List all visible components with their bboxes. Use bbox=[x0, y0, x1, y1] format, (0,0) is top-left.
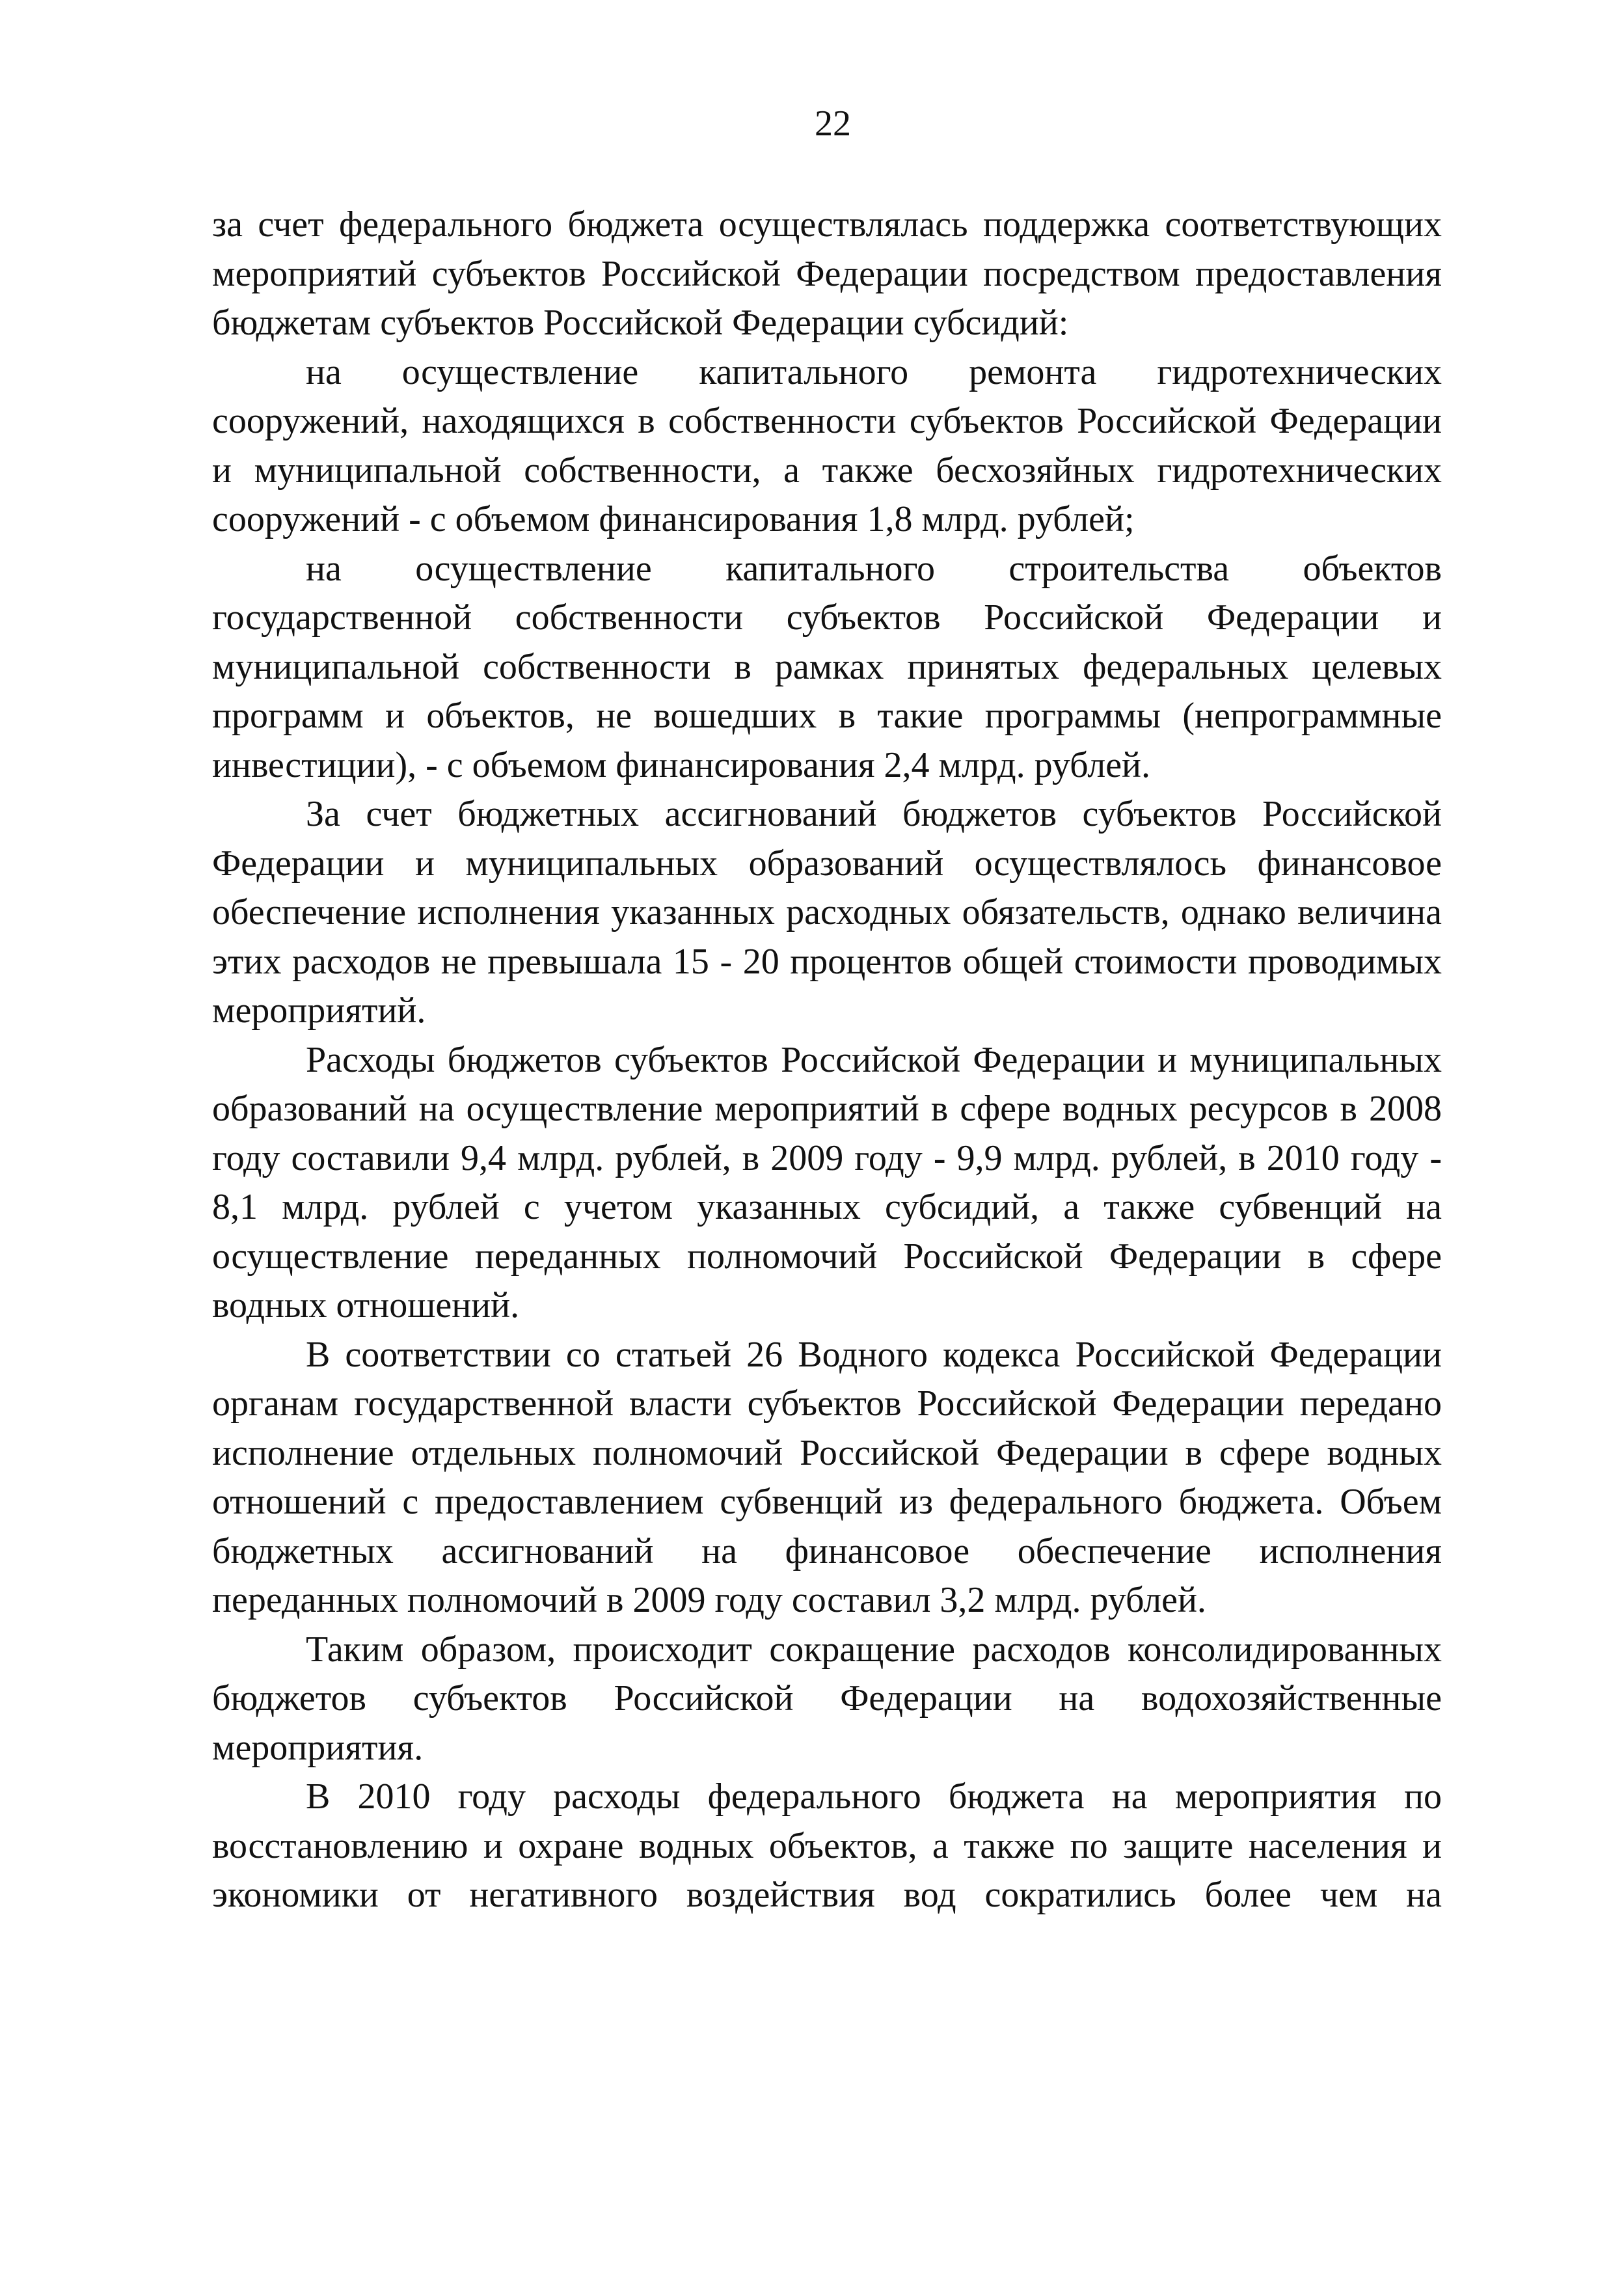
paragraph-3: на осуществление капитального строительства объектов государственной собственности субъектов Российской Федерации и муниципальной собственности в рамках принятых федеральных целевых программ и объектов, не вошедших в такие программы (непрограммные инвестиции), - с объемом финансирования 2,4 млрд. рублей. bbox=[212, 548, 1442, 785]
page-number: 22 bbox=[815, 103, 851, 144]
paragraph-5: Расходы бюджетов субъектов Российской Федерации и муниципальных образований на осуществление мероприятий в сфере водных ресурсов в 2008 году составили 9,4 млрд. рублей, в 2009 году - 9,9 млрд. рублей, в 2010 году - 8,1 млрд. рублей с учетом указанных субсидий, а также субвенций на осуществление переданных полномочий Российской Федерации в сфере водных отношений. bbox=[212, 1039, 1442, 1325]
paragraph-4: За счет бюджетных ассигнований бюджетов субъектов Российской Федерации и муниципальных образований осуществлялось финансовое обеспечение исполнения указанных расходных обязательств, однако величина этих расходов не превышала 15 - 20 процентов общей стоимости проводимых мероприятий. bbox=[212, 794, 1442, 1031]
document-body bbox=[212, 200, 1442, 1920]
paragraph-7: Таким образом, происходит сокращение расходов консолидированных бюджетов субъектов Российской Федерации на водохозяйственные мероприятия. bbox=[212, 1629, 1442, 1768]
paragraph-6: В соответствии со статьей 26 Водного кодекса Российской Федерации органам государственной власти субъектов Российской Федерации передано исполнение отдельных полномочий Российской Федерации в сфере водных отношений с предоставлением субвенций из федерального бюджета. Объем бюджетных ассигнований на финансовое обеспечение исполнения переданных полномочий в 2009 году составил 3,2 млрд. рублей. bbox=[212, 1334, 1442, 1620]
paragraph-1: за счет федерального бюджета осуществлялась поддержка соответствующих мероприятий субъектов Российской Федерации посредством предоставления бюджетам субъектов Российской Федерации субсидий: bbox=[212, 204, 1442, 343]
paragraph-2: на осуществление капитального ремонта гидротехнических сооружений, находящихся в собственности субъектов Российской Федерации и муниципальной собственности, а также бесхозяйных гидротехнических сооружений - с объемом финансирования 1,8 млрд. рублей; bbox=[212, 351, 1442, 539]
paragraph-8: В 2010 году расходы федерального бюджета на мероприятия по восстановлению и охране водных объектов, а также по защите населения и экономики от негативного воздействия вод сократились более чем на bbox=[212, 1776, 1442, 1915]
